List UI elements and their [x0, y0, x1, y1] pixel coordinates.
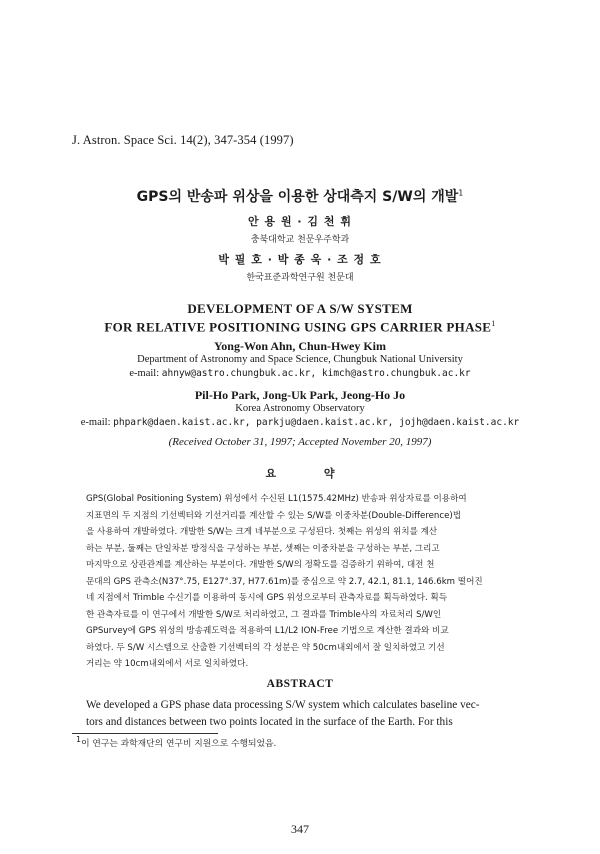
email-2: phpark@daen.kaist.ac.kr, parkju@daen.kaist.ac.kr, jojh@daen.kaist.ac.kr: [113, 417, 520, 428]
english-affiliation-1: Department of Astronomy and Space Science, Chungbuk National University: [137, 354, 463, 365]
korean-abstract: [86, 491, 514, 673]
email-line-1: [0, 368, 600, 379]
received-dates: (Received October 31, 1997; Accepted November 20, 1997): [168, 436, 432, 448]
korean-abstract-line: 하였다. 두 S/W 시스템으로 산출한 기선벡터의 각 성분은 약 50cm내외에서 잘 일치하였고 기선: [86, 642, 445, 653]
korean-abstract-line: 거리는 약 10cm내외에서 서로 일치하였다.: [86, 659, 249, 670]
english-title-line-2: [0, 316, 600, 334]
korean-title: [0, 186, 600, 206]
journal-reference: J. Astron. Space Sci. 14(2), 347-354 (1997): [72, 133, 294, 147]
korean-abstract-line: 마지막으로 상관관계를 계산하는 부분이다. 개발한 S/W의 정확도를 검증하기 위하여, 대전 천: [86, 560, 435, 571]
footnote-text: 이 연구는 과학재단의 연구비 지원으로 수행되었음.: [81, 738, 277, 749]
title-footnote-mark: 1: [458, 188, 464, 198]
email-2-label: e-mail:: [80, 417, 111, 428]
korean-abstract-line: GPSurvey에 GPS 위성의 방송궤도력을 적용하여 L1/L2 ION-Free 기법으로 계산한 결과와 비교: [86, 626, 449, 637]
english-title-line-1: DEVELOPMENT OF A S/W SYSTEM: [187, 301, 413, 316]
email-1: ahnyw@astro.chungbuk.ac.kr, kimch@astro.chungbuk.ac.kr: [161, 368, 471, 379]
korean-abstract-line: 을 사용하여 개발하였다. 개발한 S/W는 크게 네부분으로 구성된다. 첫째는 위성의 위치를 계산: [86, 527, 438, 538]
english-abstract: [86, 697, 516, 731]
korean-abstract-line: 하는 부분, 둘째는 단일차분 방정식을 구성하는 부분, 셋째는 이중차분을 구성하는 부분, 그리고: [86, 543, 440, 554]
footnote-mark: 1: [76, 735, 82, 744]
korean-abstract-line: GPS(Global Positioning System) 위성에서 수신된 L1(1575.42MHz) 반송파 위상자료를 이용하여: [86, 494, 467, 504]
korean-abstract-line: 네 지점에서 Trimble 수신기를 이용하여 동시에 GPS 위성으로부터 관측자료를 획득하였다. 획득: [86, 593, 448, 604]
english-title-footnote-mark: 1: [491, 319, 496, 328]
korean-abstract-line: 지표면의 두 지점의 기선벡터와 기선거리를 계산할 수 있는 S/W를 이중차분(Double-Difference)법: [86, 510, 462, 521]
english-authors-2: Pil-Ho Park, Jong-Uk Park, Jeong-Ho Jo: [194, 388, 406, 402]
korean-abstract-heading: 요 약: [265, 467, 357, 480]
abstract-heading: ABSTRACT: [266, 678, 334, 690]
abstract-line: We developed a GPS phase data processing S/W system which calculates baseline vec-: [86, 699, 480, 711]
korean-abstract-line: 한 관측자료를 이 연구에서 개발한 S/W로 처리하였고, 그 결과를 Trimble사의 자료처리 S/W인: [86, 609, 442, 620]
english-title-line-2-text: FOR RELATIVE POSITIONING USING GPS CARRIER PHASE: [104, 319, 492, 335]
page-number: 347: [291, 822, 309, 836]
korean-authors-2: 박 필 호 · 박 종 욱 · 조 정 호: [218, 253, 382, 266]
korean-affiliation-2: 한국표준과학연구원 천문대: [246, 273, 354, 283]
korean-abstract-line: 문대의 GPS 관측소(N37°.75, E127°.37, H77.61m)를 중심으로 약 2.7, 42.1, 81.1, 146.6km 떨어진: [86, 576, 483, 587]
korean-authors-1: 안 용 원 · 김 천 휘: [248, 215, 352, 228]
korean-title-text: GPS의 반송파 위상을 이용한 상대측지 S/W의 개발: [136, 189, 459, 205]
korean-affiliation-1: 충북대학교 천문우주학과: [250, 235, 350, 245]
email-1-label: e-mail:: [129, 368, 160, 379]
email-line-2: [0, 417, 600, 428]
english-affiliation-2: Korea Astronomy Observatory: [235, 403, 365, 414]
footnote: [76, 735, 276, 749]
footnote-rule: [72, 733, 218, 734]
english-authors-1: Yong-Won Ahn, Chun-Hwey Kim: [213, 339, 387, 353]
abstract-line: tors and distances between two points located in the surface of the Earth. For this: [86, 716, 453, 728]
